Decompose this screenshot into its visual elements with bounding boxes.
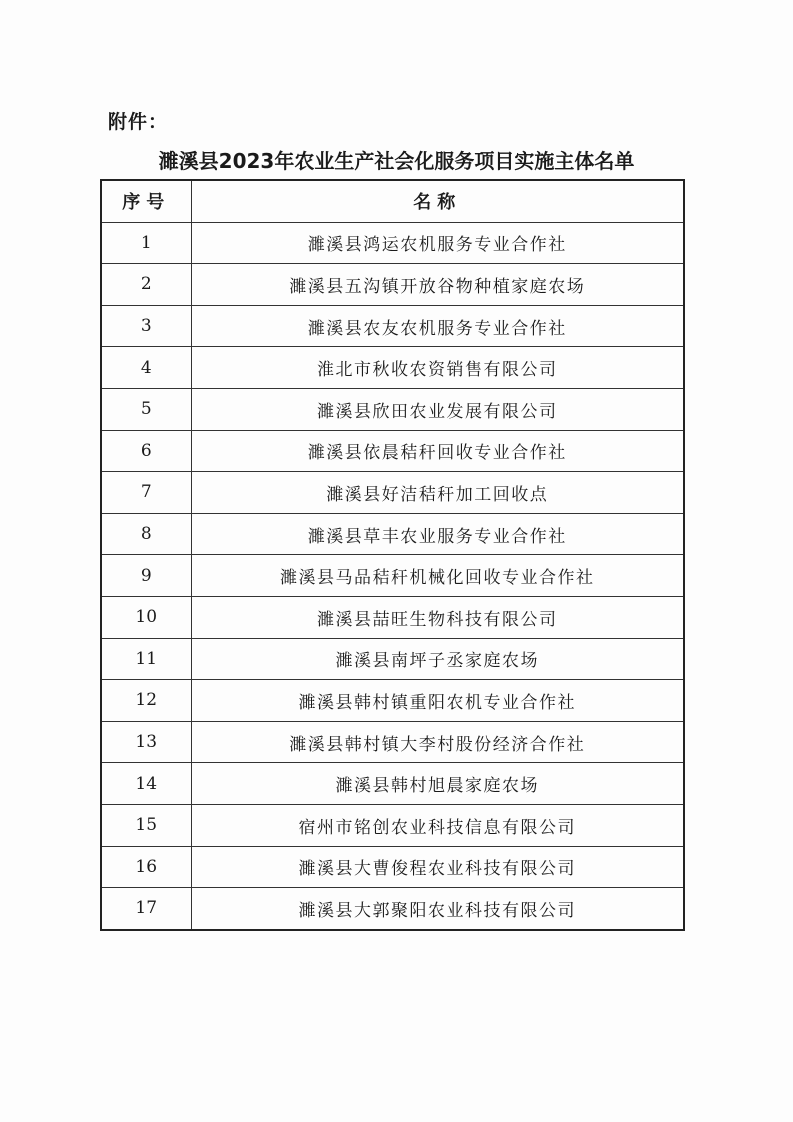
table-row <box>101 430 684 472</box>
table-row <box>101 347 684 389</box>
table-row <box>101 513 684 555</box>
row-serial-number: 17 <box>101 888 191 930</box>
row-serial-number: 7 <box>101 472 191 514</box>
row-entity-name: 濉溪县农友农机服务专业合作社 <box>191 305 684 347</box>
row-entity-name: 濉溪县大曹俊程农业科技有限公司 <box>191 846 684 888</box>
row-entity-name: 濉溪县喆旺生物科技有限公司 <box>191 596 684 638</box>
header-name: 名称 <box>191 180 684 222</box>
table-row <box>101 305 684 347</box>
row-entity-name: 濉溪县大郭聚阳农业科技有限公司 <box>191 888 684 930</box>
table-row <box>101 388 684 430</box>
table-row <box>101 555 684 597</box>
row-entity-name: 濉溪县韩村镇大李村股份经济合作社 <box>191 721 684 763</box>
table-row <box>101 680 684 722</box>
row-entity-name: 濉溪县五沟镇开放谷物种植家庭农场 <box>191 264 684 306</box>
row-entity-name: 宿州市铭创农业科技信息有限公司 <box>191 804 684 846</box>
table-header-row <box>101 180 684 222</box>
row-entity-name: 濉溪县韩村镇重阳农机专业合作社 <box>191 680 684 722</box>
row-serial-number: 6 <box>101 430 191 472</box>
table-row <box>101 638 684 680</box>
row-entity-name: 濉溪县马品秸秆机械化回收专业合作社 <box>191 555 684 597</box>
row-entity-name: 淮北市秋收农资销售有限公司 <box>191 347 684 389</box>
table-row <box>101 222 684 264</box>
row-serial-number: 10 <box>101 596 191 638</box>
header-serial-number: 序号 <box>101 180 191 222</box>
row-entity-name: 濉溪县鸿运农机服务专业合作社 <box>191 222 684 264</box>
table-row <box>101 721 684 763</box>
document-title: 濉溪县2023年农业生产社会化服务项目实施主体名单 <box>158 149 635 173</box>
row-serial-number: 4 <box>101 347 191 389</box>
row-serial-number: 16 <box>101 846 191 888</box>
table-row <box>101 804 684 846</box>
table-row <box>101 846 684 888</box>
table-row <box>101 888 684 930</box>
row-serial-number: 1 <box>101 222 191 264</box>
row-entity-name: 濉溪县韩村旭晨家庭农场 <box>191 763 684 805</box>
row-serial-number: 8 <box>101 513 191 555</box>
row-serial-number: 3 <box>101 305 191 347</box>
row-entity-name: 濉溪县依晨秸秆回收专业合作社 <box>191 430 684 472</box>
table-row <box>101 472 684 514</box>
entity-table <box>100 179 685 931</box>
row-entity-name: 濉溪县欣田农业发展有限公司 <box>191 388 684 430</box>
table-row <box>101 596 684 638</box>
attachment-label: 附件： <box>108 111 169 133</box>
table-row <box>101 763 684 805</box>
row-serial-number: 14 <box>101 763 191 805</box>
row-entity-name: 濉溪县好洁秸秆加工回收点 <box>191 472 684 514</box>
row-serial-number: 9 <box>101 555 191 597</box>
row-serial-number: 13 <box>101 721 191 763</box>
table-row <box>101 264 684 306</box>
row-serial-number: 12 <box>101 680 191 722</box>
row-serial-number: 11 <box>101 638 191 680</box>
row-entity-name: 濉溪县草丰农业服务专业合作社 <box>191 513 684 555</box>
row-serial-number: 5 <box>101 388 191 430</box>
row-serial-number: 15 <box>101 804 191 846</box>
row-serial-number: 2 <box>101 264 191 306</box>
row-entity-name: 濉溪县南坪子丞家庭农场 <box>191 638 684 680</box>
